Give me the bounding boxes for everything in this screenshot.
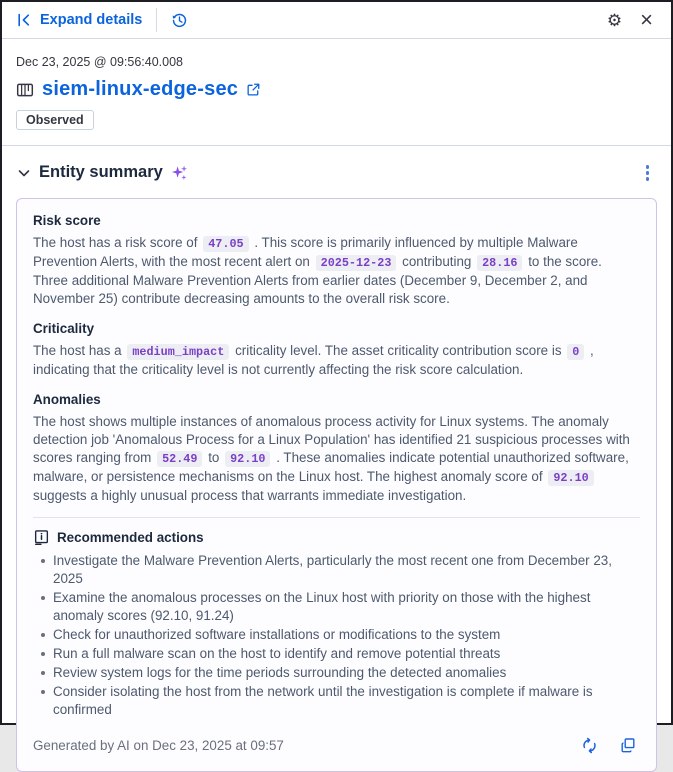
generated-by-text: Generated by AI on Dec 23, 2025 at 09:57	[33, 737, 284, 753]
regenerate-icon[interactable]	[577, 733, 602, 758]
gear-icon[interactable]: ⚙	[603, 8, 626, 33]
toolbar-divider	[156, 8, 157, 32]
recommended-action-item: Consider isolating the host from the network until the investigation is complete if malware is confirmed	[39, 683, 640, 719]
inline-code-value: medium_impact	[127, 344, 229, 360]
copy-icon[interactable]	[616, 733, 640, 757]
section-heading: Risk score	[33, 212, 101, 228]
section-text: The host shows multiple instances of anomalous process activity for Linux systems. The anomaly detection job 'Anomalous Process for a Linux Population' has identified 21 suspicious processes with scores ranging from 52.49 to 92.10 . These anomalies indicate potential unauthorized software, malware, or persistence mechanisms on the Linux host. The highest anomaly score of 92.10 suggests a highly unusual process that warrants immediate investigation.	[33, 413, 630, 503]
inline-code-value: 52.49	[157, 451, 202, 467]
inline-code-value: 2025-12-23	[316, 255, 397, 271]
entity-name-link[interactable]: siem-linux-edge-sec	[42, 78, 239, 100]
close-icon[interactable]: ×	[636, 5, 657, 35]
inline-code-value: 92.10	[225, 451, 270, 467]
summary-section	[33, 212, 640, 308]
observed-badge: Observed	[16, 110, 94, 130]
event-timestamp: Dec 23, 2025 @ 09:56:40.008	[16, 55, 183, 69]
chevron-down-icon[interactable]	[16, 165, 32, 181]
expand-details-button[interactable]: Expand details	[36, 12, 146, 28]
inline-code-value: 28.16	[477, 255, 522, 271]
summary-section	[33, 320, 640, 379]
summary-sections	[33, 212, 640, 505]
recommended-action-item: Check for unauthorized software installations or modifications to the system	[39, 626, 640, 644]
flyout-toolbar	[2, 2, 671, 39]
history-icon[interactable]	[167, 8, 192, 33]
recommended-actions-list	[33, 552, 640, 719]
recommended-action-item: Run a full malware scan on the host to identify and remove potential threats	[39, 645, 640, 663]
recommended-divider	[33, 517, 640, 518]
inline-code-value: 0	[567, 344, 584, 360]
section-heading: Criticality	[33, 320, 95, 336]
entity-summary-card	[16, 198, 657, 772]
section-text: The host has a medium_impact criticality level. The asset criticality contribution score is 0 , indicating that the criticality level is not currently affecting the risk score calculation.	[33, 342, 594, 377]
entity-summary-title: Entity summary	[39, 163, 163, 182]
inline-code-value: 92.10	[548, 470, 593, 486]
recommended-action-item: Review system logs for the time periods surrounding the detected anomalies	[39, 664, 640, 682]
summary-more-actions-icon[interactable]	[638, 161, 658, 185]
recommended-action-item: Investigate the Malware Prevention Alerts, particularly the most recent one from December 23, 2025	[39, 552, 640, 588]
guide-book-icon	[33, 529, 50, 546]
sparkles-icon	[170, 163, 189, 182]
section-text: The host has a risk score of 47.05 . This score is primarily influenced by multiple Malware Prevention Alerts, with the most recent alert on 2025-12-23 contributing 28.16 to the score. Three additional Malware Prevention Alerts from earlier dates (December 9, December 2, and November 25) contribute decreasing amounts to the overall risk score.	[33, 234, 602, 306]
recommended-action-item: Examine the anomalous processes on the Linux host with priority on those with the highest anomaly scores (92.10, 91.24)	[39, 589, 640, 625]
host-icon	[16, 81, 34, 99]
section-heading: Anomalies	[33, 391, 101, 407]
summary-section	[33, 391, 640, 505]
open-in-new-icon[interactable]	[246, 82, 261, 97]
collapse-panel-icon[interactable]	[12, 8, 36, 32]
inline-code-value: 47.05	[203, 236, 248, 252]
recommended-actions-heading: Recommended actions	[57, 529, 204, 545]
